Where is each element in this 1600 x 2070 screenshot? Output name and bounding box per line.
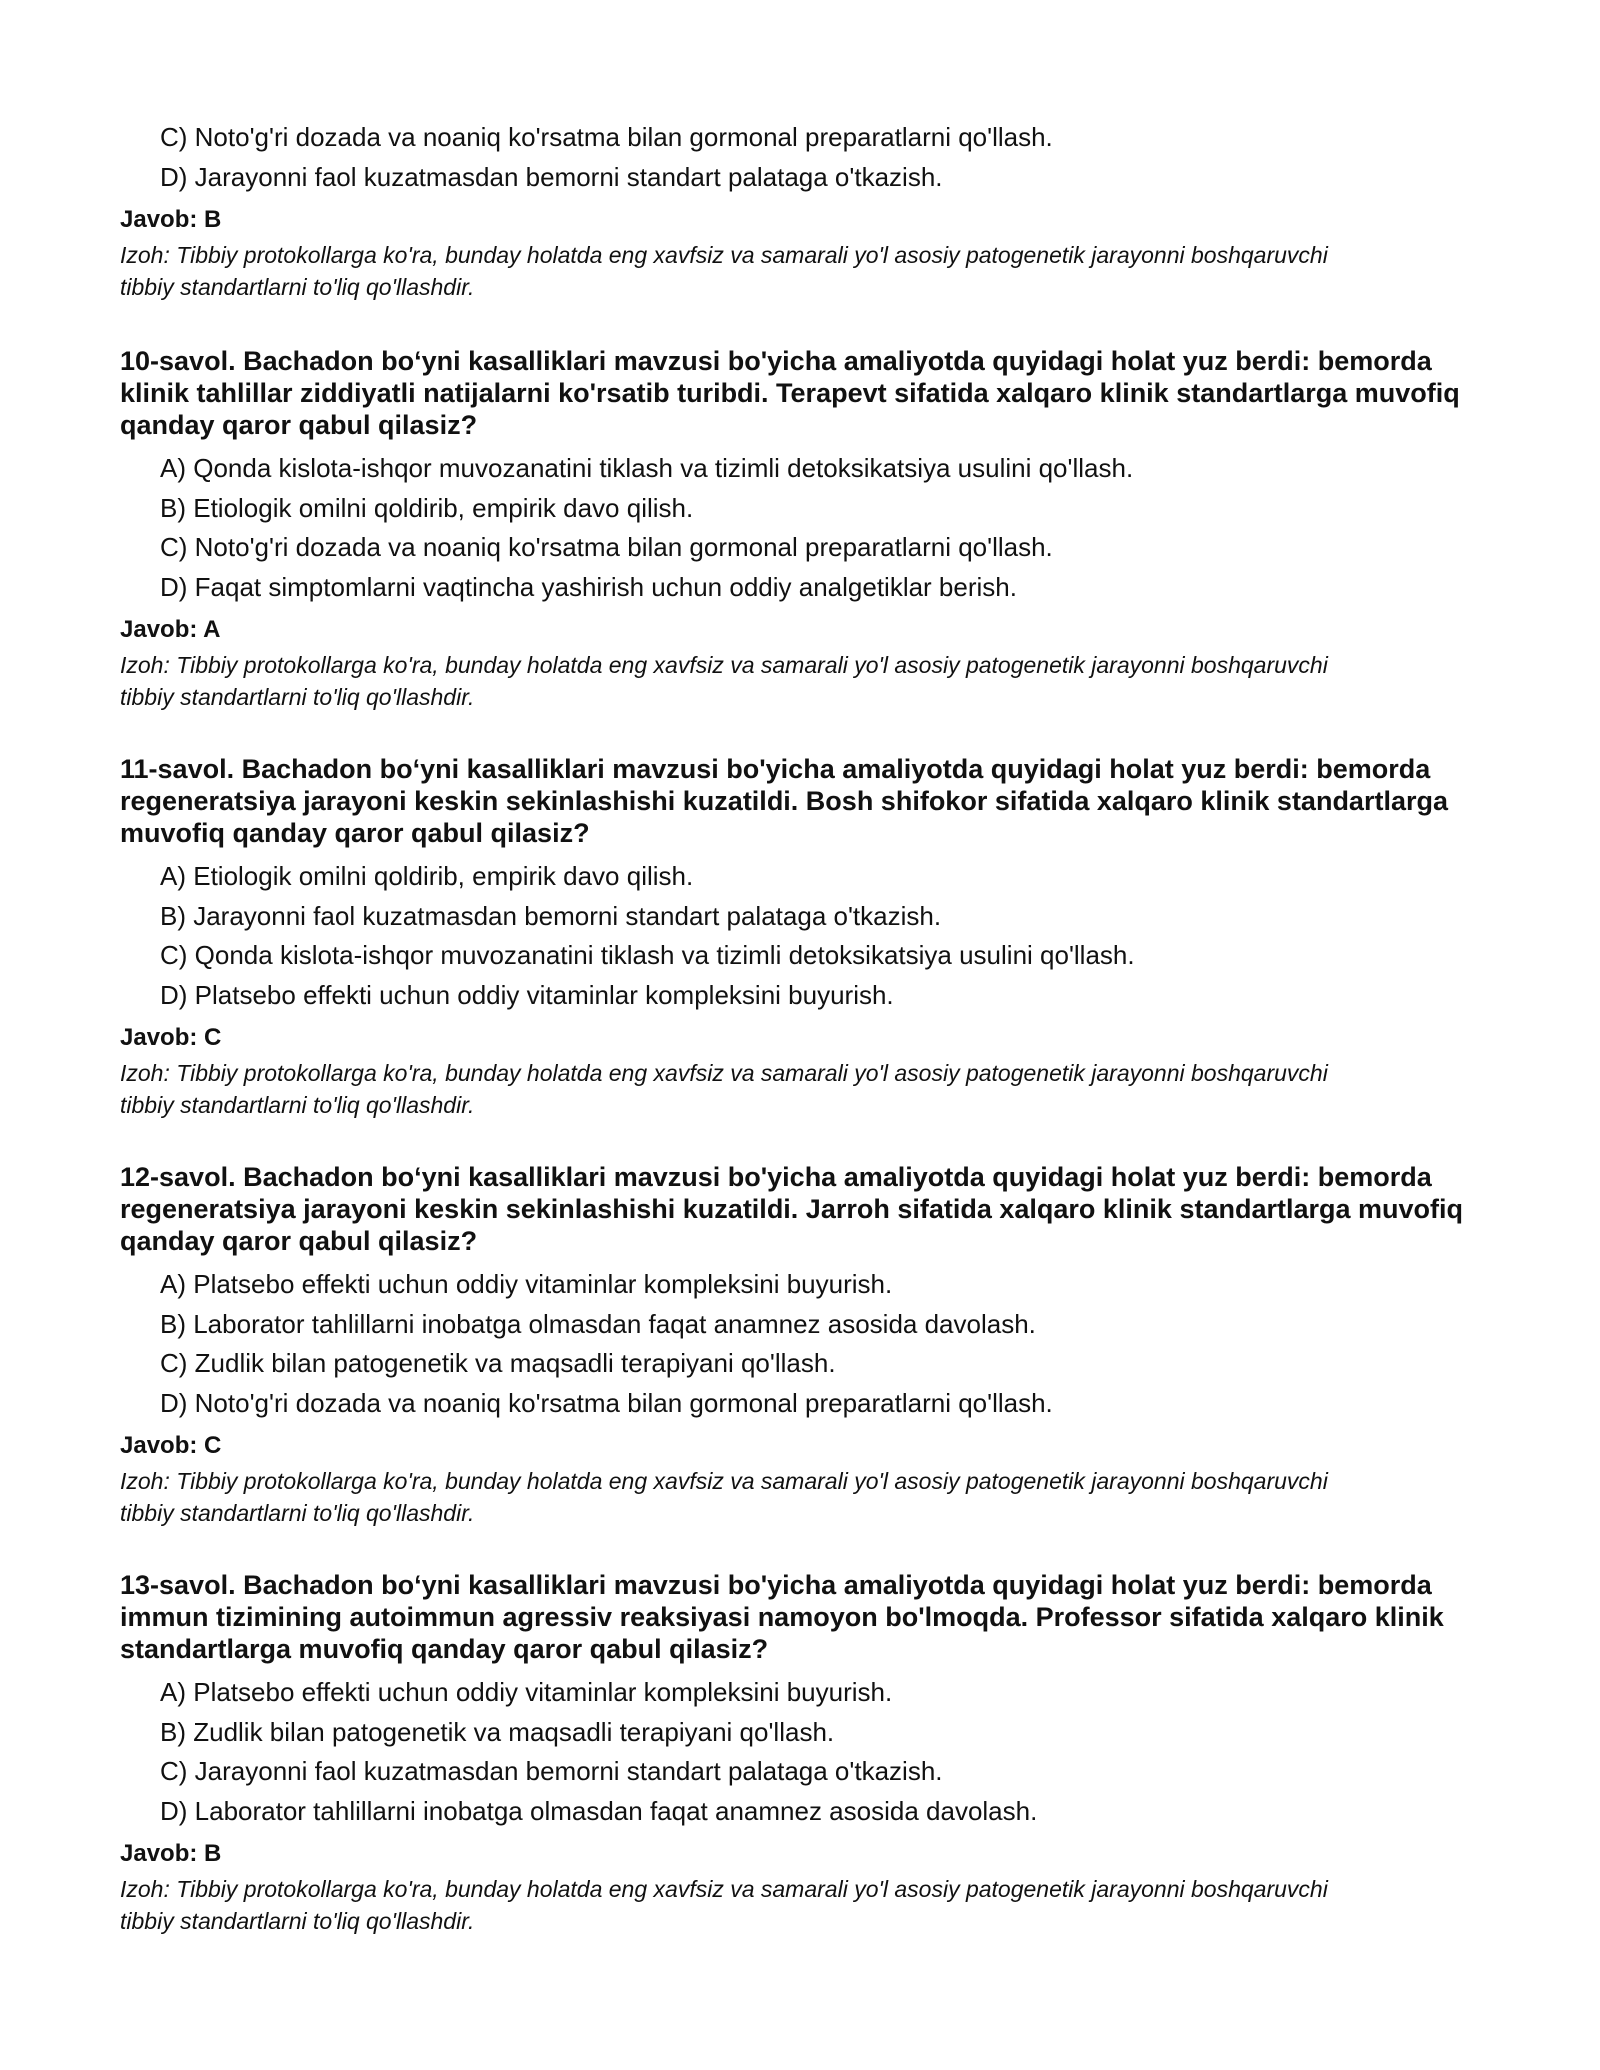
option-b: B) Jarayonni faol kuzatmasdan bemorni standart palataga o'tkazish.: [160, 900, 942, 931]
option-a: A) Platsebo effekti uchun oddiy vitaminlar kompleksini buyurish.: [160, 1269, 893, 1299]
question-title: 10-savol. Bachadon bo‘yni kasalliklari mavzusi bo'yicha amaliyotda quyidagi holat yuz berdi: bemorda klinik tahlillar ziddiyatli natijalarni ko'rsatib turibdi. Terapevt sifatida xalqaro klinik standartlarga muvofiq qanday qaror qabul qilasiz?: [120, 346, 1460, 440]
option-b: B) Laborator tahlillarni inobatga olmasdan faqat anamnez asosida davolash.: [160, 1308, 1036, 1339]
option-d: D) Faqat simptomlarni vaqtincha yashirish uchun oddiy analgetiklar berish.: [160, 571, 1017, 602]
option-d: D) Platsebo effekti uchun oddiy vitaminlar kompleksini buyurish.: [160, 979, 894, 1010]
option-a: A) Qonda kislota-ishqor muvozanatini tiklash va tizimli detoksikatsiya usulini qo'llash.: [160, 453, 1134, 483]
question-10: [120, 345, 1500, 713]
options-list: [120, 857, 1500, 1015]
option-c: C) Zudlik bilan patogenetik va maqsadli terapiyani qo'llash.: [160, 1348, 836, 1378]
option-c: C) Noto'g'ri dozada va noaniq ko'rsatma bilan gormonal preparatlarni qo'llash.: [160, 532, 1053, 562]
option-a: A) Etiologik omilni qoldirib, empirik davo qilish.: [160, 861, 694, 891]
options-list: [120, 1265, 1500, 1423]
question-title: 11-savol. Bachadon bo‘yni kasalliklari mavzusi bo'yicha amaliyotda quyidagi holat yuz berdi: bemorda regeneratsiya jarayoni keskin sekinlashishi kuzatildi. Bosh shifokor sifatida xalqaro klinik standartlarga muvofiq qanday qaror qabul qilasiz?: [120, 754, 1448, 848]
option-d: D) Jarayonni faol kuzatmasdan bemorni standart palataga o'tkazish.: [160, 161, 943, 192]
options-list: [120, 449, 1500, 607]
option-a: A) Platsebo effekti uchun oddiy vitaminlar kompleksini buyurish.: [160, 1677, 893, 1707]
options-list: [120, 118, 1500, 197]
answer: Javob: C: [120, 1024, 222, 1051]
options-list: [120, 1673, 1500, 1831]
option-d: D) Laborator tahlillarni inobatga olmasdan faqat anamnez asosida davolash.: [160, 1795, 1038, 1826]
option-b: B) Etiologik omilni qoldirib, empirik davo qilish.: [160, 492, 694, 523]
question-title: 13-savol. Bachadon bo‘yni kasalliklari mavzusi bo'yicha amaliyotda quyidagi holat yuz berdi: bemorda immun tizimining autoimmun agressiv reaksiyasi namoyon bo'lmoqda. Professor sifatida xalqaro klinik standartlarga muvofiq qanday qaror qabul qilasiz?: [120, 1570, 1444, 1664]
option-b: B) Zudlik bilan patogenetik va maqsadli terapiyani qo'llash.: [160, 1716, 835, 1747]
option-c: C) Noto'g'ri dozada va noaniq ko'rsatma bilan gormonal preparatlarni qo'llash.: [160, 122, 1053, 152]
answer: Javob: B: [120, 206, 222, 233]
answer: Javob: A: [120, 616, 221, 643]
answer: Javob: C: [120, 1432, 222, 1459]
explanation-note: Izoh: Tibbiy protokollarga ko'ra, bunday holatda eng xavfsiz va samarali yo'l asosiy patogenetik jarayonni boshqaruvchi tibbiy standartlarni to'liq qo'llashdir.: [120, 242, 1328, 300]
explanation-note: Izoh: Tibbiy protokollarga ko'ra, bunday holatda eng xavfsiz va samarali yo'l asosiy patogenetik jarayonni boshqaruvchi tibbiy standartlarni to'liq qo'llashdir.: [120, 1876, 1328, 1934]
question-13: [120, 1569, 1500, 1937]
question-9-fragment: [120, 118, 1500, 303]
option-c: C) Jarayonni faol kuzatmasdan bemorni standart palataga o'tkazish.: [160, 1756, 943, 1786]
question-title: 12-savol. Bachadon bo‘yni kasalliklari mavzusi bo'yicha amaliyotda quyidagi holat yuz berdi: bemorda regeneratsiya jarayoni keskin sekinlashishi kuzatildi. Jarroh sifatida xalqaro klinik standartlarga muvofiq qanday qaror qabul qilasiz?: [120, 1162, 1463, 1256]
option-d: D) Noto'g'ri dozada va noaniq ko'rsatma bilan gormonal preparatlarni qo'llash.: [160, 1387, 1053, 1418]
explanation-note: Izoh: Tibbiy protokollarga ko'ra, bunday holatda eng xavfsiz va samarali yo'l asosiy patogenetik jarayonni boshqaruvchi tibbiy standartlarni to'liq qo'llashdir.: [120, 1060, 1328, 1118]
explanation-note: Izoh: Tibbiy protokollarga ko'ra, bunday holatda eng xavfsiz va samarali yo'l asosiy patogenetik jarayonni boshqaruvchi tibbiy standartlarni to'liq qo'llashdir.: [120, 1468, 1328, 1526]
answer: Javob: B: [120, 1840, 222, 1867]
question-12: [120, 1161, 1500, 1529]
question-11: [120, 753, 1500, 1121]
option-c: C) Qonda kislota-ishqor muvozanatini tiklash va tizimli detoksikatsiya usulini qo'llash.: [160, 940, 1135, 970]
explanation-note: Izoh: Tibbiy protokollarga ko'ra, bunday holatda eng xavfsiz va samarali yo'l asosiy patogenetik jarayonni boshqaruvchi tibbiy standartlarni to'liq qo'llashdir.: [120, 652, 1328, 710]
